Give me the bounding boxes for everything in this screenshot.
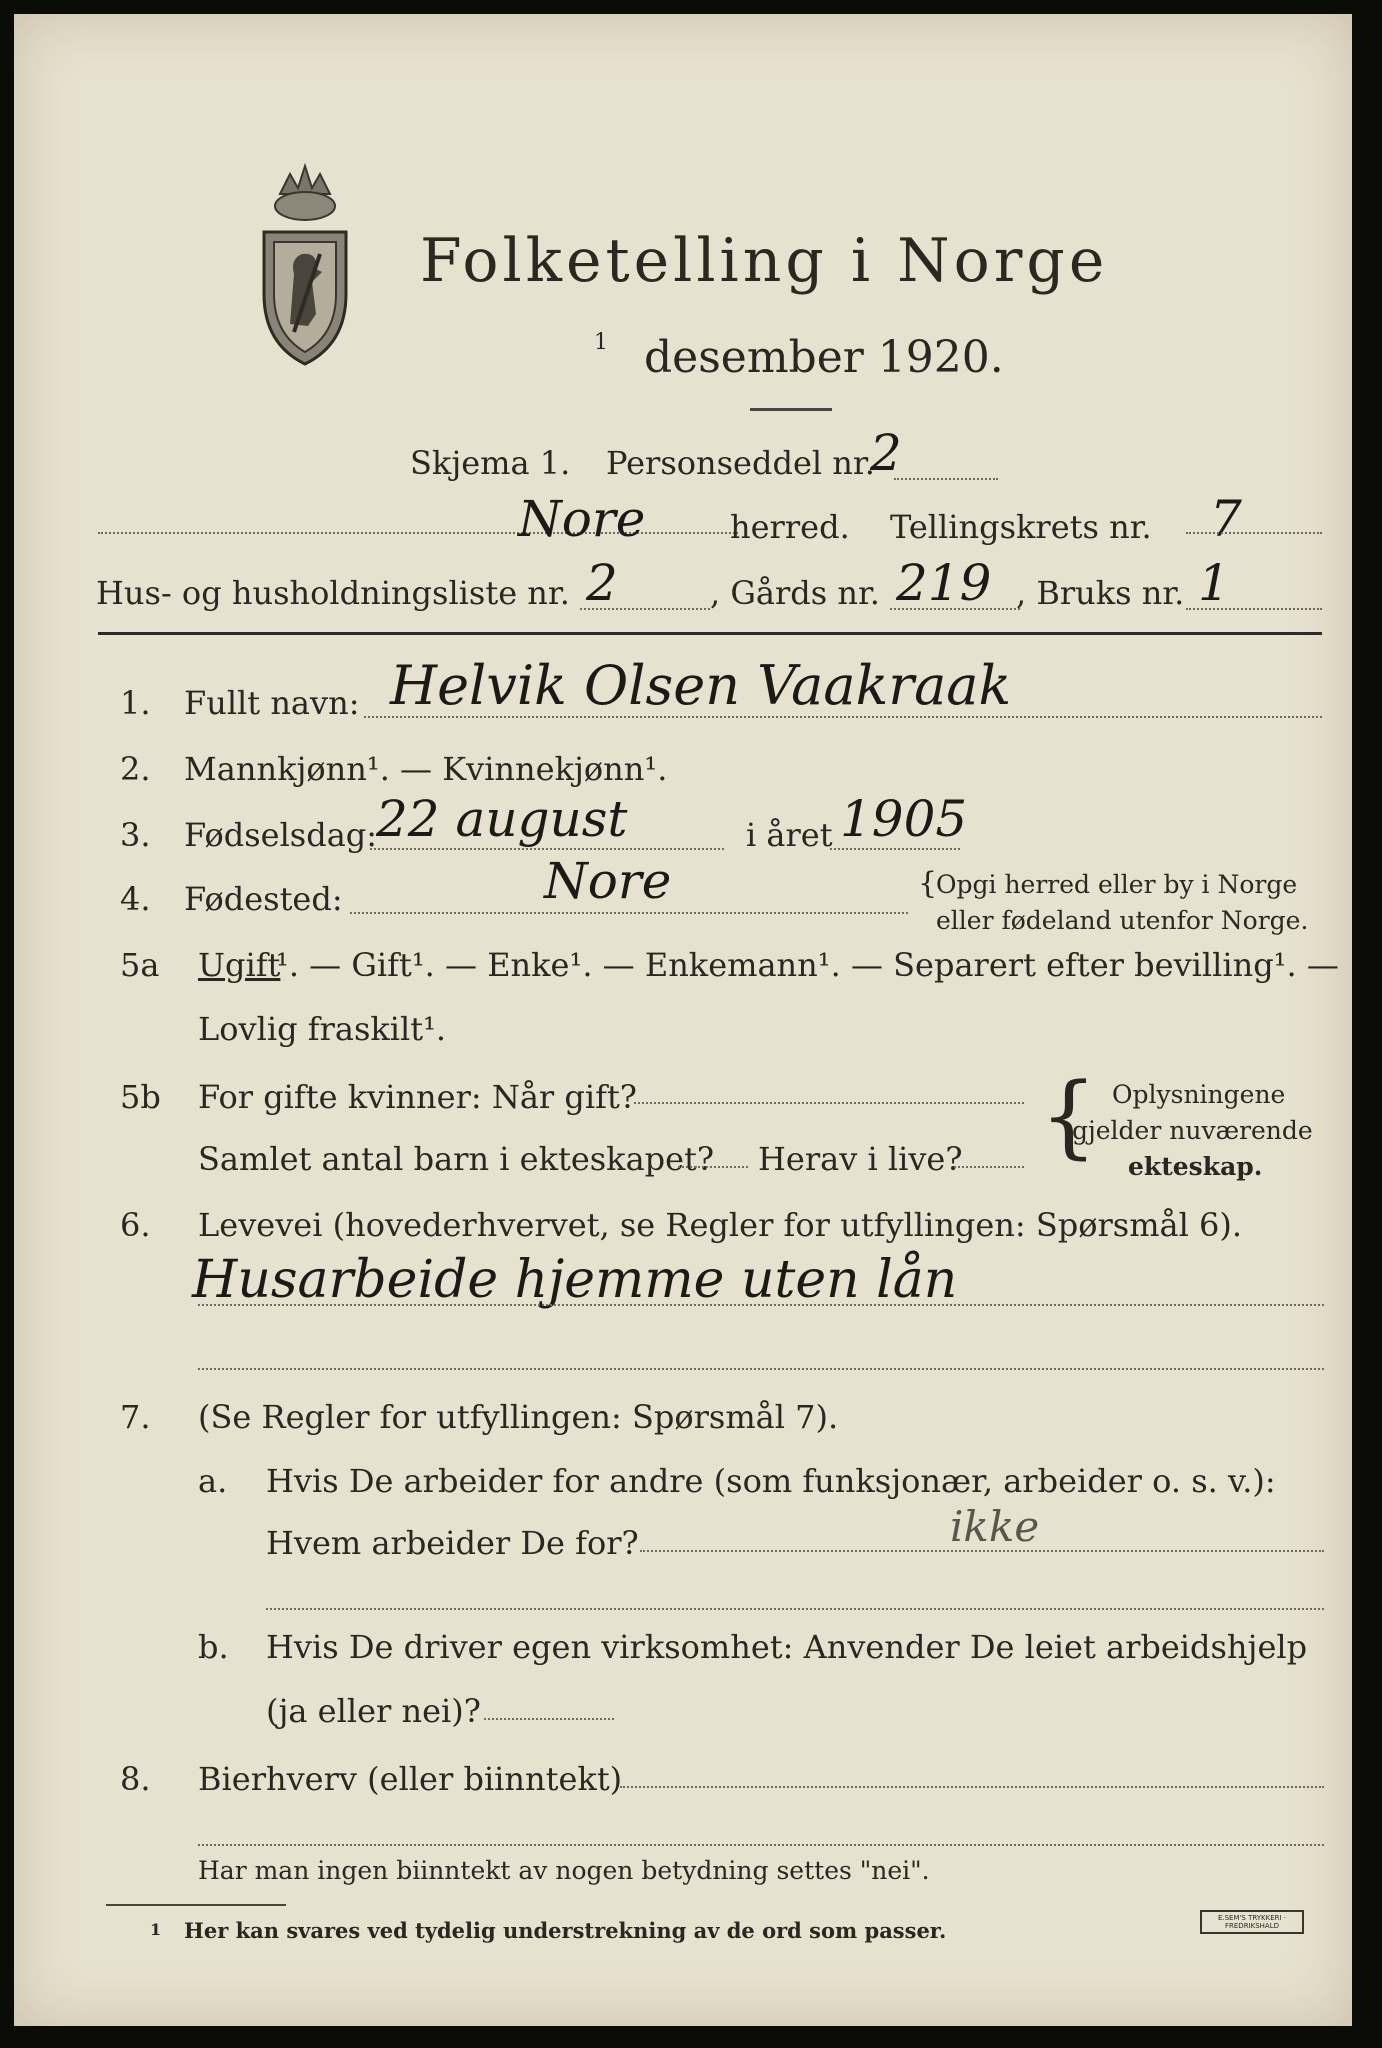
full-name-value[interactable]: Helvik Olsen Vaakraak <box>390 654 1012 717</box>
norway-coat-of-arms-icon <box>250 154 360 374</box>
herred-label: herred. <box>730 508 850 546</box>
q8-dots2 <box>198 1844 1324 1846</box>
occupation-value[interactable]: Husarbeide hjemme uten lån <box>192 1250 958 1310</box>
employer-value[interactable]: ikke <box>950 1502 1040 1551</box>
hus-value[interactable]: 2 <box>586 554 618 612</box>
q1-number: 1. <box>120 684 151 722</box>
personseddel-line <box>894 478 998 480</box>
date-superscript: 1 <box>594 330 608 355</box>
q7b-dots <box>484 1718 614 1720</box>
q5b-note3: ekteskap. <box>1128 1152 1263 1181</box>
birth-day-value[interactable]: 22 august <box>376 790 628 848</box>
q7b-line1: Hvis De driver egen virksomhet: Anvender De leiet arbeidshjelp <box>266 1628 1308 1666</box>
census-form <box>14 14 1352 2026</box>
hus-line <box>580 608 710 610</box>
q5a-number: 5a <box>120 946 160 984</box>
marital-ugift[interactable]: Ugift <box>198 946 281 984</box>
tellingskrets-value[interactable]: 7 <box>1210 490 1242 548</box>
q5b-line2a-dots <box>678 1166 748 1168</box>
q7a-letter: a. <box>198 1462 228 1500</box>
q4-label: Fødested: <box>184 880 343 918</box>
q4-note-line2: eller fødeland utenfor Norge. <box>936 906 1309 935</box>
q1-label: Fullt navn: <box>184 684 360 722</box>
q4-number: 4. <box>120 880 151 918</box>
gards-line <box>890 608 1020 610</box>
footnote-rule <box>106 1904 286 1906</box>
printer-stamp <box>1200 1910 1304 1934</box>
q6-label: Levevei (hovederhvervet, se Regler for utfyllingen: Spørsmål 6). <box>198 1206 1243 1244</box>
skjema-label: Skjema 1. <box>410 444 571 482</box>
title-divider <box>750 408 832 411</box>
q8-number: 8. <box>120 1760 151 1798</box>
footnote-text: Her kan svares ved tydelig understrekning av de ord som passer. <box>184 1918 947 1943</box>
printer-stamp-text: E.SEM'S TRYKKERI · FREDRIKSHALD <box>1217 1914 1287 1930</box>
q5b-note1: Oplysningene <box>1112 1080 1286 1109</box>
footnote-sup: 1 <box>150 1920 162 1939</box>
personseddel-label: Personseddel nr. <box>606 444 875 482</box>
bruks-label: , Bruks nr. <box>1016 574 1185 612</box>
q5b-line1: For gifte kvinner: Når gift? <box>198 1078 637 1116</box>
q5b-number: 5b <box>120 1078 161 1116</box>
gender-options[interactable]: Mannkjønn¹. — Kvinnekjønn¹. <box>184 750 668 788</box>
q4-note-line1: Opgi herred eller by i Norge <box>936 870 1298 899</box>
q3-number: 3. <box>120 816 151 854</box>
q8-label: Bierhverv (eller biinntekt) <box>198 1760 623 1798</box>
bruks-line <box>1186 608 1322 610</box>
gards-value[interactable]: 219 <box>896 554 992 612</box>
marital-options[interactable]: ¹. — Gift¹. — Enke¹. — Enkemann¹. — Separert efter bevilling¹. — <box>276 946 1339 984</box>
q7b-letter: b. <box>198 1628 229 1666</box>
q3-label: Fødselsdag: <box>184 816 378 854</box>
bruks-value[interactable]: 1 <box>1198 554 1230 612</box>
q8-note: Har man ingen biinntekt av nogen betydning settes "nei". <box>198 1856 930 1885</box>
birth-year-value[interactable]: 1905 <box>840 790 968 848</box>
q5b-line2b-dots <box>954 1166 1024 1168</box>
q1-line <box>364 716 1322 718</box>
q5b-line1-dots <box>634 1102 1024 1104</box>
q6-line2 <box>198 1368 1324 1370</box>
q7a-line1: Hvis De arbeider for andre (som funksjonær, arbeider o. s. v.): <box>266 1462 1276 1500</box>
q7b-line2: (ja eller nei)? <box>266 1692 481 1730</box>
q7a-dots2 <box>266 1608 1324 1610</box>
personseddel-value[interactable]: 2 <box>870 424 902 482</box>
form-date: desember 1920. <box>644 332 1004 383</box>
q4-brace: { <box>918 866 938 901</box>
gards-label: , Gårds nr. <box>710 574 880 612</box>
marital-line2[interactable]: Lovlig fraskilt¹. <box>198 1010 447 1048</box>
q5b-line2b: Herav i live? <box>758 1140 963 1178</box>
q6-number: 6. <box>120 1206 151 1244</box>
form-title: Folketelling i Norge <box>420 226 1109 296</box>
q2-number: 2. <box>120 750 151 788</box>
q3-year-line <box>830 848 960 850</box>
header-rule <box>98 632 1322 635</box>
hus-label: Hus- og husholdningsliste nr. <box>96 574 570 612</box>
q5b-brace: { <box>1040 1064 1098 1169</box>
q8-dots1 <box>620 1786 1324 1788</box>
q7a-line2: Hvem arbeider De for? <box>266 1524 639 1562</box>
q3-year-label: i året <box>746 816 833 854</box>
q7-number: 7. <box>120 1398 151 1436</box>
q4-line <box>350 912 908 914</box>
q3-day-line <box>370 848 724 850</box>
q7-label: (Se Regler for utfyllingen: Spørsmål 7). <box>198 1398 839 1436</box>
tellingskrets-label: Tellingskrets nr. <box>890 508 1152 546</box>
q5b-note2: gjelder nuværende <box>1072 1116 1313 1145</box>
birthplace-value[interactable]: Nore <box>544 852 672 910</box>
tellingskrets-line <box>1186 532 1322 534</box>
q5b-line2a: Samlet antal barn i ekteskapet? <box>198 1140 715 1178</box>
herred-value[interactable]: Nore <box>518 490 646 548</box>
q6-line1 <box>198 1304 1324 1306</box>
